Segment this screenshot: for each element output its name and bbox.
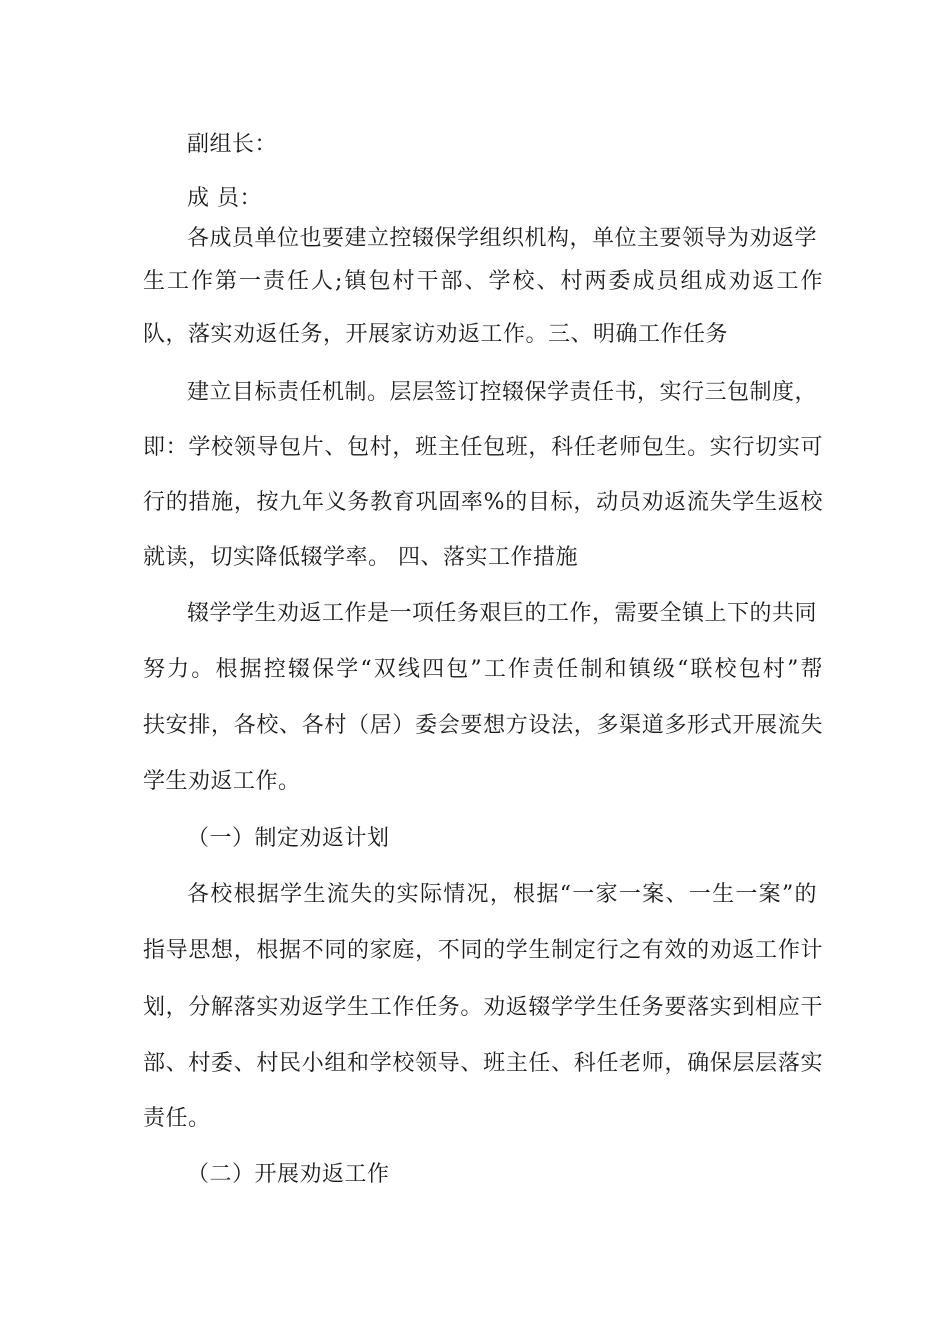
text-line: 划，分解落实劝返学生工作任务。劝返辍学学生任务要落实到相应干 — [143, 995, 823, 1020]
text-line: 各校根据学生流失的实际情况，根据“一家一案、一生一案”的 — [187, 882, 817, 907]
text-line: 指导思想，根据不同的家庭，不同的学生制定行之有效的劝返工作计 — [143, 938, 823, 963]
section-heading-2: （二）开展劝返工作 — [187, 1162, 390, 1187]
text-line: 行的措施，按九年义务教育巩固率%的目标，动员劝返流失学生返校 — [143, 490, 823, 515]
text-line: 生工作第一责任人;镇包村干部、学校、村两委成员组成劝返工作 — [143, 269, 823, 294]
text-line: 努力。根据控辍保学“双线四包”工作责任制和镇级“联校包村”帮 — [143, 657, 823, 682]
text-line-members: 成 员： — [187, 186, 262, 211]
text-line: 建立目标责任机制。层层签订控辍保学责任书，实行三包制度， — [187, 380, 818, 405]
text-line: 辍学学生劝返工作是一项任务艰巨的工作，需要全镇上下的共同 — [187, 601, 818, 626]
text-line: 就读，切实降低辍学率。 四、落实工作措施 — [143, 545, 578, 570]
text-line: 各成员单位也要建立控辍保学组织机构，单位主要领导为劝返学 — [187, 226, 818, 251]
text-line: 责任。 — [143, 1106, 211, 1131]
text-line: 即：学校领导包片、包村，班主任包班，科任老师包生。实行切实可 — [143, 435, 823, 460]
section-heading-1: （一）制定劝返计划 — [187, 826, 390, 851]
text-line: 学生劝返工作。 — [143, 769, 301, 794]
text-line-vice-leader: 副组长： — [187, 132, 278, 157]
text-line: 队，落实劝返任务，开展家访劝返工作。三、明确工作任务 — [143, 322, 729, 347]
text-line: 部、村委、村民小组和学校领导、班主任、科任老师，确保层层落实 — [143, 1051, 823, 1076]
text-line: 扶安排，各校、各村（居）委会要想方设法，多渠道多形式开展流失 — [143, 713, 823, 738]
